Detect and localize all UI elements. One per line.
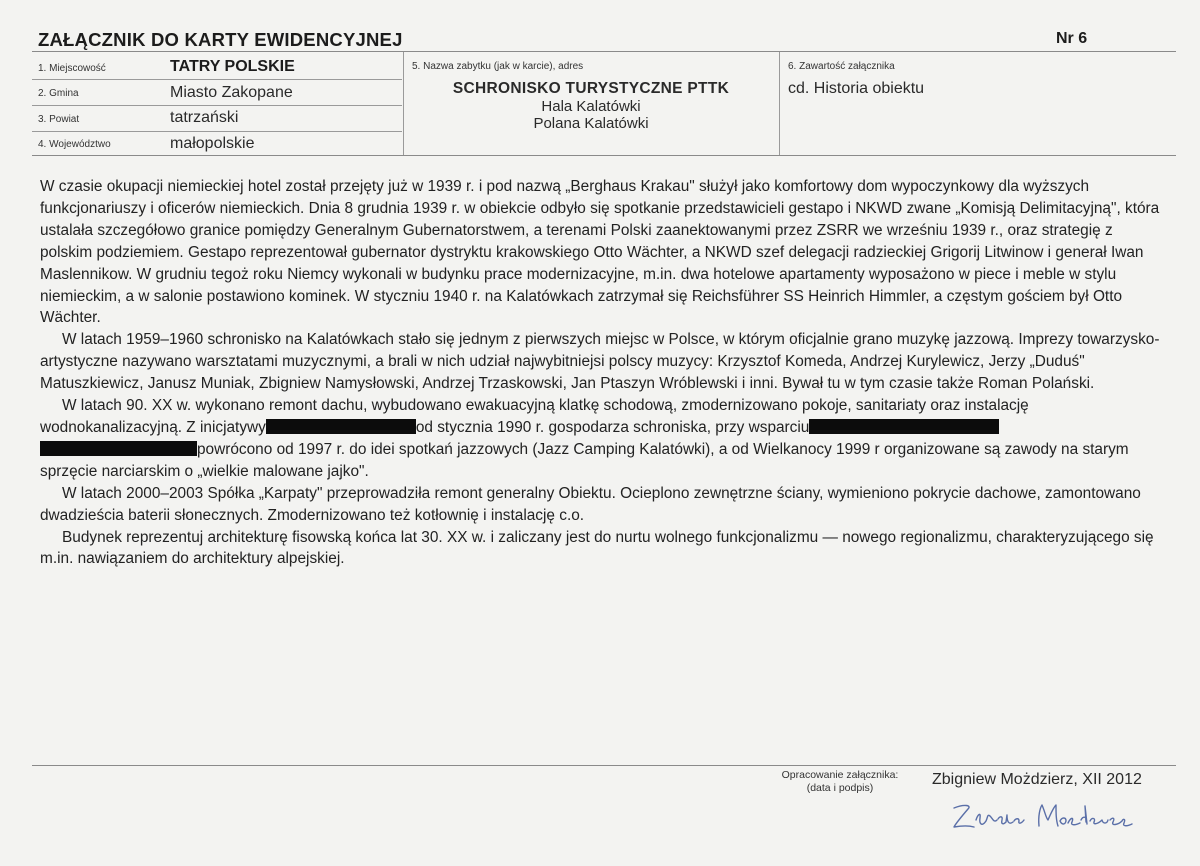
field-label-locality: 1. Miejscowość <box>38 63 106 74</box>
prepared-by-label-line: (data i podpis) <box>806 782 874 794</box>
paragraph-segment: powrócono od 1997 r. do idei spotkań jazzowych (Jazz Camping Kalatówki), a od Wielkanocy 1999 r organizowane są zawody na starym sprzęcie narciarskim o „wielkie malowane jajko". <box>40 440 1129 480</box>
field-divider <box>32 79 402 80</box>
prepared-by-label <box>760 769 920 795</box>
paragraph: Budynek reprezentuj architekturę fisowską końca lat 30. XX w. i zaliczany jest do nurtu wolnego funkcjonalizmu — nowego regionalizmu, charakteryzującego się m.in. nawiązaniem do architektury alpejskiej. <box>40 528 1154 568</box>
author-and-date: Zbigniew Możdzierz, XII 2012 <box>932 771 1142 788</box>
object-name: SCHRONISKO TURYSTYCZNE PTTK <box>452 80 730 97</box>
field-label-commune: 2. Gmina <box>38 88 79 99</box>
field-label-voivodeship: 4. Województwo <box>38 139 111 150</box>
prepared-by-label-line: Opracowanie załącznika: <box>781 769 899 781</box>
field-value-commune: Miasto Zakopane <box>170 84 293 101</box>
field-value-contents: cd. Historia obiektu <box>788 80 925 97</box>
redaction-block <box>40 441 197 456</box>
paragraph <box>40 395 1160 483</box>
object-address-line1: Hala Kalatówki <box>541 98 641 115</box>
form-bottom-rule <box>32 155 1176 156</box>
document-number: Nr 6 <box>1056 30 1088 47</box>
field-divider <box>32 131 402 132</box>
field-label-county: 3. Powiat <box>38 114 80 125</box>
footer-rule <box>32 765 1176 766</box>
column-divider <box>779 52 780 155</box>
field-value-county: tatrzański <box>170 109 239 126</box>
field-divider <box>32 105 402 106</box>
history-text <box>40 176 1160 570</box>
header-rule <box>32 51 1176 52</box>
handwritten-signature <box>950 796 1140 838</box>
paragraph-segment: W latach 90. XX w. wykonano remont dachu, wybudowano ewakuacyjną klatkę schodową, zmodernizowano pokoje, sanitariaty oraz instalację wodnokanalizacyjną. Z inicjatywy <box>40 397 1029 436</box>
object-address-line2: Polana Kalatówki <box>533 115 649 132</box>
paragraph: W latach 1959–1960 schronisko na Kalatówkach stało się jednym z pierwszych miejsc w Polsce, w którym oficjalnie grano muzykę jazzową. Imprezy towarzysko-artystyczne nazywano warsztatami muzycznymi, a brali w nich udział najwybitniejsi polscy muzycy: Krzysztof Komeda, Andrzej Kurylewicz, Jerzy „Duduś" Matuszkiewicz, Janusz Muniak, Zbigniew Namysłowski, Andrzej Trzaskowski, Jan Ptaszyn Wróblewski i inni. Bywał tu w tym czasie także Roman Polański. <box>40 331 1160 393</box>
paragraph: W latach 2000–2003 Spółka „Karpaty" przeprowadziła remont generalny Obiektu. Ocieplono zewnętrzne ściany, wymieniono pokrycie dachowe, zamontowano dwadzieścia baterii słonecznych. Zmodernizowano też kotłownię i instalację c.o. <box>40 484 1141 524</box>
field-value-voivodeship: małopolskie <box>170 135 255 152</box>
redaction-block <box>266 419 416 434</box>
field-value-locality: TATRY POLSKIE <box>170 58 295 75</box>
field-label-object: 5. Nazwa zabytku (jak w karcie), adres <box>412 61 584 72</box>
document-title: ZAŁĄCZNIK DO KARTY EWIDENCYJNEJ <box>38 29 403 50</box>
field-label-contents: 6. Zawartość załącznika <box>788 61 895 72</box>
redaction-block <box>809 419 999 434</box>
paragraph-segment: od stycznia 1990 r. gospodarza schroniska, przy wsparciu <box>415 418 810 436</box>
paragraph: W czasie okupacji niemieckiej hotel został przejęty już w 1939 r. i pod nazwą „Berghaus Krakau" służył jako komfortowy dom wypoczynkowy dla wyższych funkcjonariuszy i oficerów niemieckich. Dnia 8 grudnia 1939 r. w obiekcie odbyło się spotkanie przedstawicieli gestapo i NKWD zwane „Komisją Delimitacyjną", która ustalała szczegółowo granice pomiędzy Generalnym Gubernatorstwem, a terenami Polski zaanektowanymi przez ZSRR we wrześniu 1939 r., oraz strategię z polskim podziemiem. Gestapo reprezentował gubernator dystryktu krakowskiego Otto Wächter, a NKWD szef delegacji radzieckiej Grigorij Litwinow i generał Iwan Maslennikow. W grudniu tegoż roku Niemcy wykonali w budynku prace modernizacyjne, m.in. dwa hotelowe apartamenty wyposażono w piece i meble w stylu niemieckim, a w salonie postawiono kominek. W styczniu 1940 r. na Kalatówkach zatrzymał się Reichsführer SS Heinrich Himmler, a częstym gościem był Otto Wächter. <box>40 178 1160 327</box>
object-block <box>404 80 778 132</box>
